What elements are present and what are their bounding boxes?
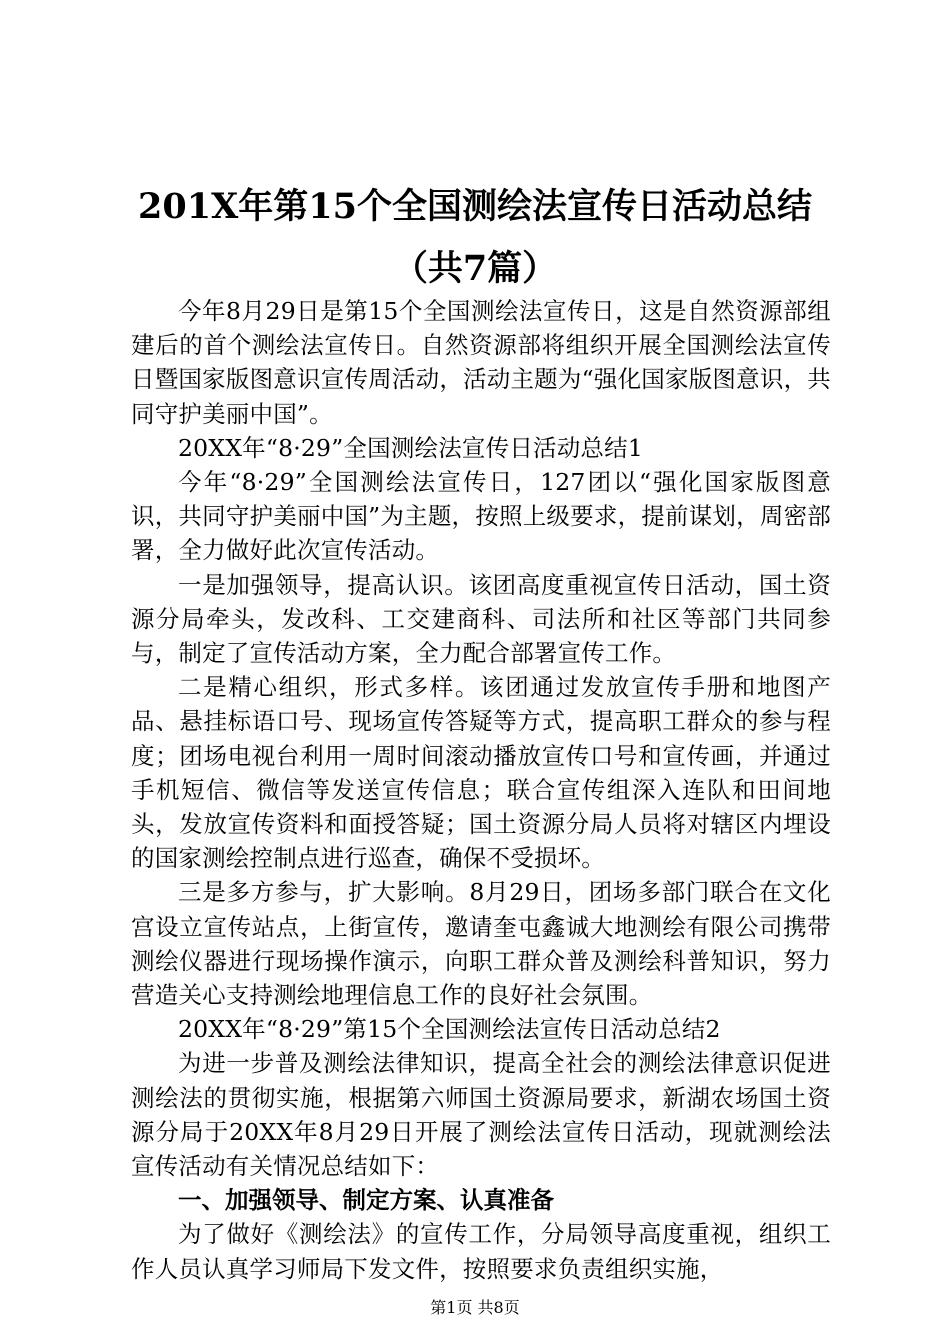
section-title-2: 20XX年“8·29”第15个全国测绘法宣传日活动总结2 <box>178 1015 721 1044</box>
paragraph: 三是多方参与，扩大影响。8月29日，团场多部门联合在文化宫设立宣传站点，上街宣传，邀请奎屯鑫诚大地测绘有限公司携带测绘仪器进行现场操作演示，向职工群众普及测绘科普知识，努力营造关心支持测绘地理信息工作的良好社会氛围。 <box>131 878 831 1010</box>
paragraph: 为进一步普及测绘法律知识，提高全社会的测绘法律意识促进测绘法的贯彻实施，根据第六师国土资源局要求，新湖农场国土资源分局于20XX年8月29日开展了测绘法宣传日活动，现就测绘法宣传活动有关情况总结如下： <box>131 1049 831 1181</box>
subheading: 一、加强领导、制定方案、认真准备 <box>178 1186 554 1215</box>
document-subtitle: （共7篇） <box>392 248 558 289</box>
paragraph-intro: 今年8月29日是第15个全国测绘法宣传日，这是自然资源部组建后的首个测绘法宣传日。自然资源部将组织开展全国测绘法宣传日暨国家版图意识宣传周活动，活动主题为“强化国家版图意识，共同守护美丽中国”。 <box>131 297 831 428</box>
paragraph: 一是加强领导，提高认识。该团高度重视宣传日活动，国土资源分局牵头，发改科、工交建商科、司法所和社区等部门共同参与，制定了宣传活动方案，全力配合部署宣传工作。 <box>131 570 831 668</box>
document-title: 201X年第15个全国测绘法宣传日活动总结 <box>138 186 812 227</box>
paragraph: 今年“8·29”全国测绘法宣传日，127团以“强化国家版图意识，共同守护美丽中国”为主题，按照上级要求，提前谋划，周密部署，全力做好此次宣传活动。 <box>131 468 831 565</box>
paragraph: 为了做好《测绘法》的宣传工作，分局领导高度重视，组织工作人员认真学习师局下发文件，按照要求负责组织实施， <box>131 1220 831 1283</box>
paragraph: 二是精心组织，形式多样。该团通过发放宣传手册和地图产品、悬挂标语口号、现场宣传答疑等方式，提高职工群众的参与程度；团场电视台利用一周时间滚动播放宣传口号和宣传画，并通过手机短信、微信等发送宣传信息；联合宣传组深入连队和田间地头，发放宣传资料和面授答疑；国土资源分局人员将对辖区内埋设的国家测绘控制点进行巡查，确保不受损坏。 <box>131 673 831 873</box>
document-body <box>131 294 831 1286</box>
section-title-1: 20XX年“8·29”全国测绘法宣传日活动总结1 <box>178 433 643 462</box>
page-number-footer: 第1页 共8页 <box>430 1298 520 1317</box>
